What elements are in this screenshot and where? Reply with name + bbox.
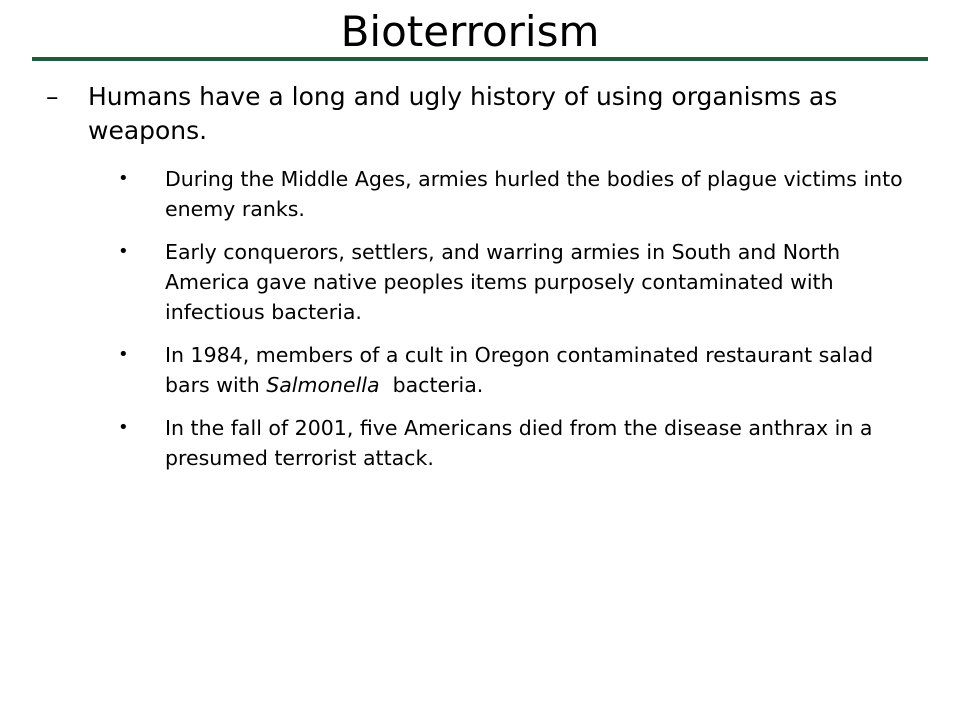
bullet-icon: •	[118, 241, 129, 262]
bullet-text: In the fall of 2001, five Americans died from the disease anthrax in a presumed terrorist attack.	[165, 416, 873, 470]
title-underline	[32, 57, 928, 61]
bullet-item-americas	[118, 237, 908, 327]
sub-bullet-list	[118, 164, 908, 486]
main-point-text: Humans have a long and ugly history of using organisms as weapons.	[88, 82, 838, 145]
bullet-item-oregon-cult	[118, 340, 908, 400]
slide-title: Bioterrorism	[340, 7, 600, 56]
bullet-icon: •	[118, 417, 129, 438]
main-point	[46, 80, 906, 148]
bullet-text-after: bacteria.	[379, 373, 484, 397]
dash-marker: –	[46, 82, 59, 111]
bullet-text: During the Middle Ages, armies hurled the bodies of plague victims into enemy ranks.	[165, 167, 903, 221]
bullet-icon: •	[118, 168, 129, 189]
bullet-text-before: In 1984, members of a cult in Oregon contaminated restaurant salad bars with	[165, 343, 874, 397]
bullet-icon: •	[118, 344, 129, 365]
bullet-text: Early conquerors, settlers, and warring armies in South and North America gave native peoples items purposely contaminated with infectious bacteria.	[165, 240, 841, 324]
salmonella-term: Salmonella	[266, 373, 380, 397]
bullet-text	[165, 343, 873, 397]
bullet-item-anthrax	[118, 413, 908, 473]
bullet-item-middle-ages	[118, 164, 908, 224]
main-point-list	[46, 80, 906, 148]
